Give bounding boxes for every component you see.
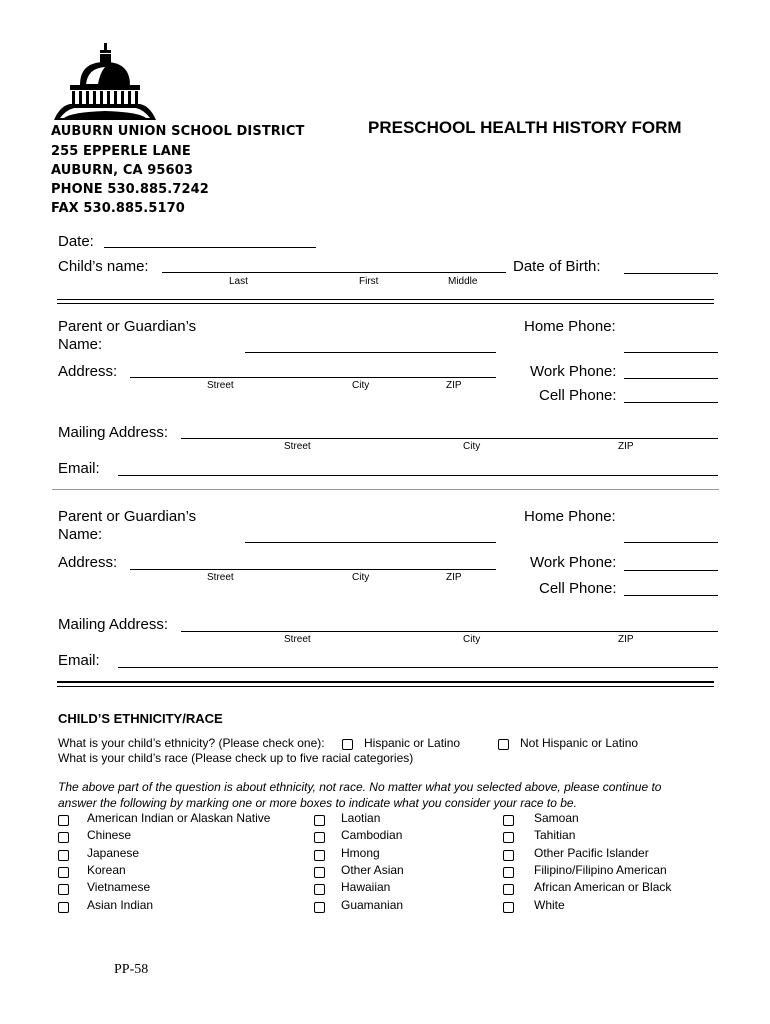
guardian2-home-phone-field[interactable] — [624, 542, 718, 543]
child-name-field[interactable] — [162, 272, 506, 273]
race-checkbox[interactable] — [314, 832, 325, 843]
child-name-label: Child’s name: — [58, 258, 149, 275]
not-hispanic-label: Not Hispanic or Latino — [520, 736, 639, 750]
race-checkbox[interactable] — [58, 867, 69, 878]
guardian1-zip-caption: ZIP — [446, 380, 462, 391]
guardian2-label-line1: Parent or Guardian’s — [58, 508, 197, 525]
race-question: What is your child’s race (Please check up to five racial categories) — [58, 751, 414, 765]
district-street: 255 EPPERLE LANE — [51, 144, 191, 159]
date-label: Date: — [58, 233, 94, 250]
district-name: AUBURN UNION SCHOOL DISTRICT — [51, 124, 305, 139]
guardian2-cell-phone-field[interactable] — [624, 595, 718, 596]
race-option-label: Other Pacific Islander — [534, 846, 649, 860]
race-option-label: Chinese — [87, 828, 132, 842]
district-logo — [50, 40, 160, 122]
dob-field[interactable] — [624, 273, 718, 274]
form-code: PP-58 — [114, 962, 149, 977]
guardian2-email-field[interactable] — [118, 667, 718, 668]
guardian2-zip-caption: ZIP — [446, 572, 462, 583]
race-checkbox[interactable] — [503, 815, 514, 826]
race-checkbox[interactable] — [314, 902, 325, 913]
race-option-label: Hmong — [341, 846, 380, 860]
race-checkbox[interactable] — [503, 850, 514, 861]
guardian2-work-phone-field[interactable] — [624, 570, 718, 571]
race-option-label: Hawaiian — [341, 880, 391, 894]
race-option-label: Other Asian — [341, 863, 404, 877]
guardian2-address-label: Address: — [58, 554, 118, 571]
race-checkbox[interactable] — [58, 832, 69, 843]
guardian1-mailing-label: Mailing Address: — [58, 424, 169, 441]
race-checkbox[interactable] — [58, 884, 69, 895]
race-checkbox[interactable] — [503, 902, 514, 913]
race-note-line2: answer the following by marking one or more boxes to indicate what you consider your race to be. — [58, 796, 577, 810]
race-option-label: Laotian — [341, 811, 381, 825]
guardian2-mailing-street-caption: Street — [284, 634, 311, 645]
race-option-label: Japanese — [87, 846, 140, 860]
guardian2-mailing-label: Mailing Address: — [58, 616, 169, 633]
race-note-line1: The above part of the question is about ethnicity, not race. No matter what you selected above, please continue to — [58, 780, 662, 794]
guardian1-mailing-city-caption: City — [463, 441, 481, 452]
not-hispanic-checkbox[interactable] — [498, 739, 509, 750]
race-checkbox[interactable] — [314, 884, 325, 895]
race-option-label: Tahitian — [534, 828, 576, 842]
date-field[interactable] — [104, 247, 316, 248]
guardian2-mailing-zip-caption: ZIP — [618, 634, 634, 645]
dob-label: Date of Birth: — [513, 258, 601, 275]
race-option-label: Cambodian — [341, 828, 403, 842]
child-first-caption: First — [359, 276, 379, 287]
hispanic-checkbox[interactable] — [342, 739, 353, 750]
race-option-label: Guamanian — [341, 898, 404, 912]
guardian1-street-caption: Street — [207, 380, 234, 391]
guardian1-mailing-street-caption: Street — [284, 441, 311, 452]
guardian2-mailing-city-caption: City — [463, 634, 481, 645]
guardian1-email-label: Email: — [58, 460, 100, 477]
guardian1-cell-phone-field[interactable] — [624, 402, 718, 403]
guardian1-mailing-field[interactable] — [181, 438, 718, 439]
race-option-label: Samoan — [534, 811, 579, 825]
form-title: PRESCHOOL HEALTH HISTORY FORM — [368, 118, 682, 137]
race-checkbox[interactable] — [503, 832, 514, 843]
guardian1-work-phone-label: Work Phone: — [530, 363, 617, 380]
section-divider — [57, 299, 714, 304]
guardian2-email-label: Email: — [58, 652, 100, 669]
guardian1-home-phone-field[interactable] — [624, 352, 718, 353]
race-option-label: White — [534, 898, 565, 912]
guardian1-cell-phone-label: Cell Phone: — [539, 387, 617, 404]
district-phone: PHONE 530.885.7242 — [51, 182, 209, 197]
race-checkbox[interactable] — [58, 902, 69, 913]
race-checkbox[interactable] — [503, 884, 514, 895]
race-option-label: Asian Indian — [87, 898, 154, 912]
hispanic-label: Hispanic or Latino — [364, 736, 461, 750]
guardian2-home-phone-label: Home Phone: — [524, 508, 616, 525]
guardian1-city-caption: City — [352, 380, 370, 391]
guardian1-label-line1: Parent or Guardian’s — [58, 318, 197, 335]
district-city: AUBURN, CA 95603 — [51, 163, 193, 178]
race-checkbox[interactable] — [314, 815, 325, 826]
district-fax: FAX 530.885.5170 — [51, 201, 185, 216]
guardian2-cell-phone-label: Cell Phone: — [539, 580, 617, 597]
guardian2-mailing-field[interactable] — [181, 631, 718, 632]
guardian1-email-field[interactable] — [118, 475, 718, 476]
race-option-label: Vietnamese — [87, 880, 151, 894]
race-option-label: American Indian or Alaskan Native — [87, 811, 271, 825]
guardian2-address-field[interactable] — [130, 569, 496, 570]
guardian1-address-label: Address: — [58, 363, 118, 380]
ethnicity-question: What is your child’s ethnicity? (Please check one): — [58, 736, 325, 750]
guardian1-home-phone-label: Home Phone: — [524, 318, 616, 335]
child-last-caption: Last — [229, 276, 248, 287]
race-checkbox[interactable] — [314, 850, 325, 861]
guardian2-work-phone-label: Work Phone: — [530, 554, 617, 571]
ethnicity-heading: CHILD’S ETHNICITY/RACE — [58, 711, 223, 726]
race-checkbox[interactable] — [503, 867, 514, 878]
guardian2-city-caption: City — [352, 572, 370, 583]
guardian1-name-field[interactable] — [245, 352, 496, 353]
race-checkbox[interactable] — [58, 850, 69, 861]
race-option-label: Filipino/Filipino American — [534, 863, 667, 877]
guardian1-address-field[interactable] — [130, 377, 496, 378]
child-middle-caption: Middle — [448, 276, 478, 287]
guardian2-label-line2: Name: — [58, 526, 103, 543]
race-checkbox[interactable] — [58, 815, 69, 826]
guardian2-name-field[interactable] — [245, 542, 496, 543]
race-option-label: Korean — [87, 863, 126, 877]
guardian-divider — [52, 489, 719, 490]
guardian1-mailing-zip-caption: ZIP — [618, 441, 634, 452]
guardian1-label-line2: Name: — [58, 336, 103, 353]
race-checkbox[interactable] — [314, 867, 325, 878]
section-divider-bold — [57, 681, 714, 687]
race-option-label: African American or Black — [534, 880, 672, 894]
guardian1-work-phone-field[interactable] — [624, 378, 718, 379]
guardian2-street-caption: Street — [207, 572, 234, 583]
